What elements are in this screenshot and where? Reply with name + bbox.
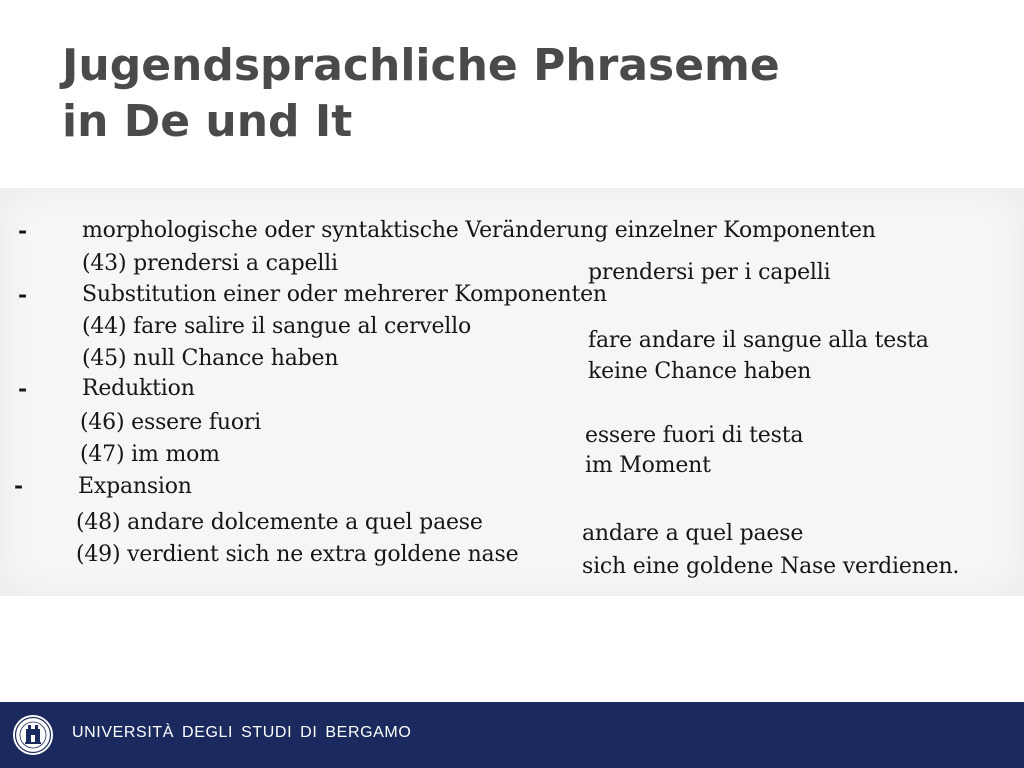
standard-phrase: andare a quel paese xyxy=(582,521,804,546)
section-heading: Reduktion xyxy=(82,376,195,401)
slide-title xyxy=(62,38,962,150)
bullet-dash: - xyxy=(18,218,28,244)
standard-phrase: essere fuori di testa xyxy=(585,423,804,448)
example-phrase: (43) prendersi a capelli xyxy=(82,251,338,276)
university-name: UNIVERSITÀ DEGLI STUDI DI BERGAMO xyxy=(72,724,412,741)
standard-phrase: im Moment xyxy=(585,453,711,478)
university-seal-icon xyxy=(11,713,55,757)
standard-phrase: fare andare il sangue alla testa xyxy=(588,328,929,353)
scanned-text-image xyxy=(0,188,1024,596)
section-heading: morphologische oder syntaktische Veränderung einzelner Komponenten xyxy=(82,218,876,243)
example-phrase: (49) verdient sich ne extra goldene nase xyxy=(76,542,519,567)
standard-phrase: keine Chance haben xyxy=(588,359,812,384)
example-phrase: (45) null Chance haben xyxy=(82,346,339,371)
example-phrase: (46) essere fuori xyxy=(80,410,262,435)
example-phrase: (44) fare salire il sangue al cervello xyxy=(82,314,472,339)
bullet-dash: - xyxy=(18,376,28,402)
title-line-1: Jugendsprachliche Phraseme xyxy=(62,40,780,91)
example-phrase: (48) andare dolcemente a quel paese xyxy=(76,510,483,535)
title-line-2: in De und It xyxy=(62,96,353,147)
standard-phrase: prendersi per i capelli xyxy=(588,260,831,285)
example-phrase: (47) im mom xyxy=(80,442,220,467)
section-heading: Expansion xyxy=(78,474,192,499)
bullet-dash: - xyxy=(18,282,28,308)
standard-phrase: sich eine goldene Nase verdienen. xyxy=(582,554,960,579)
bullet-dash: - xyxy=(14,473,24,499)
section-heading: Substitution einer oder mehrerer Komponenten xyxy=(82,282,607,307)
footer-bar xyxy=(0,702,1024,768)
